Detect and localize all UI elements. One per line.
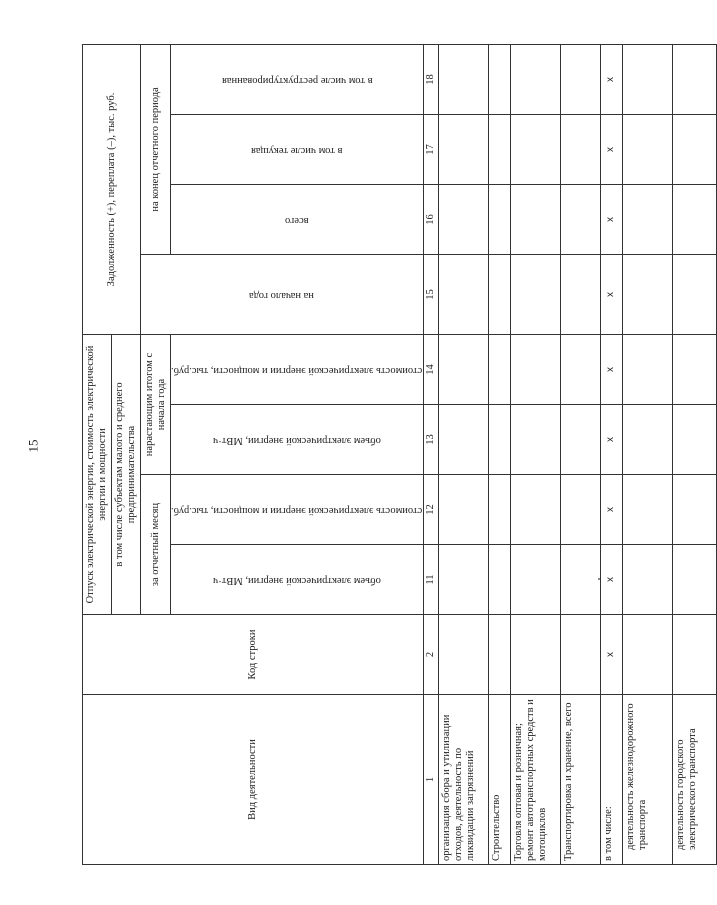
table-cell xyxy=(488,545,510,615)
header-restructured: в том числе реструктурированная xyxy=(171,44,423,114)
column-number: 14 xyxy=(423,335,438,405)
table-cell xyxy=(672,115,716,185)
table-cell: x xyxy=(600,44,622,114)
header-total: всего xyxy=(171,185,423,255)
table-cell xyxy=(622,475,672,545)
column-number: 17 xyxy=(423,115,438,185)
table-cell xyxy=(560,185,600,255)
table-cell xyxy=(438,545,488,615)
table-cell xyxy=(488,185,510,255)
table-cell xyxy=(672,475,716,545)
table-cell xyxy=(488,475,510,545)
header-current: в том числе текущая xyxy=(171,115,423,185)
column-number: 12 xyxy=(423,475,438,545)
table-cell xyxy=(622,545,672,615)
table-cell xyxy=(672,615,716,695)
table-cell xyxy=(560,44,600,114)
page-number: 15 xyxy=(25,439,41,453)
header-sme-group: в том числе субъектам малого и среднего предпринимательства xyxy=(112,335,141,615)
table-cell xyxy=(510,185,560,255)
header-cost-month: стоимость электрической энергии и мощности, тыс.руб. xyxy=(171,475,423,545)
table-cell xyxy=(672,335,716,405)
header-month: за отчетный месяц xyxy=(141,475,171,615)
table-cell xyxy=(438,615,488,695)
table-cell xyxy=(560,255,600,335)
table-cell xyxy=(622,115,672,185)
table-cell xyxy=(510,405,560,475)
table-cell xyxy=(510,44,560,114)
table-cell xyxy=(438,255,488,335)
header-start-year: на начало года xyxy=(141,255,423,335)
table-cell xyxy=(560,615,600,695)
table-cell xyxy=(560,405,600,475)
row-activity: Транспортировка и хранение, всего xyxy=(560,695,600,865)
column-number: 13 xyxy=(423,405,438,475)
column-number: 11 xyxy=(423,545,438,615)
table-cell xyxy=(488,615,510,695)
table-cell xyxy=(438,405,488,475)
row-activity: в том числе: xyxy=(600,695,622,865)
table-cell: x xyxy=(600,475,622,545)
table-cell xyxy=(622,405,672,475)
table-cell xyxy=(672,185,716,255)
table-cell: x xyxy=(600,545,622,615)
table-row xyxy=(672,44,716,864)
header-activity: Вид деятельности xyxy=(83,695,424,865)
table-cell xyxy=(510,615,560,695)
table-row xyxy=(560,44,600,864)
column-numbers-row xyxy=(423,44,438,864)
table-cell xyxy=(622,335,672,405)
table-cell xyxy=(488,405,510,475)
row-activity: организация сбора и утилизации отходов, деятельность по ликвидации загрязнений xyxy=(438,695,488,865)
row-activity: Торговля оптовая и розничная; ремонт автотранспортных средств и мотоциклов xyxy=(510,695,560,865)
header-volume-ytd: объем электрической энергии, МВт·ч xyxy=(171,405,423,475)
rotated-table-wrapper xyxy=(82,45,698,865)
table-cell xyxy=(488,255,510,335)
table-cell xyxy=(488,335,510,405)
table-cell xyxy=(510,475,560,545)
energy-report-table xyxy=(82,44,717,865)
table-row xyxy=(438,44,488,864)
table-cell xyxy=(560,335,600,405)
column-number: 18 xyxy=(423,44,438,114)
column-number: 1 xyxy=(423,695,438,865)
table-cell xyxy=(672,405,716,475)
column-number: 16 xyxy=(423,185,438,255)
table-cell: x xyxy=(600,335,622,405)
column-number: 15 xyxy=(423,255,438,335)
table-row xyxy=(488,44,510,864)
header-volume-month: объем электрической энергии, МВт·ч xyxy=(171,545,423,615)
table-cell xyxy=(438,335,488,405)
table-cell: x xyxy=(600,255,622,335)
header-release-group: Отпуск электрической энергии, стоимость электрической энергии и мощности xyxy=(83,335,112,615)
table-cell xyxy=(560,115,600,185)
table-cell xyxy=(510,335,560,405)
table-cell xyxy=(672,545,716,615)
table-cell xyxy=(488,44,510,114)
table-cell xyxy=(438,475,488,545)
header-debt-group: Задолженность (+), переплата (–), тыс. руб. xyxy=(83,44,141,334)
table-cell xyxy=(622,44,672,114)
table-cell xyxy=(622,185,672,255)
header-code: Код строки xyxy=(83,615,424,695)
table-cell: x xyxy=(600,115,622,185)
table-cell xyxy=(510,545,560,615)
table-row xyxy=(600,44,622,864)
table-cell xyxy=(560,475,600,545)
table-cell xyxy=(622,255,672,335)
table-cell xyxy=(560,545,600,615)
row-activity: Строительство xyxy=(488,695,510,865)
table-cell xyxy=(438,115,488,185)
table-cell xyxy=(510,115,560,185)
header-ytd: нарастающим итогом с начала года xyxy=(141,335,171,475)
table-cell: x xyxy=(600,615,622,695)
table-cell: x xyxy=(600,405,622,475)
table-row xyxy=(510,44,560,864)
table-cell xyxy=(438,185,488,255)
header-end-period: на конец отчетного периода xyxy=(141,44,171,254)
header-cost-ytd: стоимость электрической энергии и мощности, тыс.руб. xyxy=(171,335,423,405)
table-cell xyxy=(510,255,560,335)
table-cell: x xyxy=(600,185,622,255)
row-activity: деятельность городского электрического транспорта xyxy=(672,695,716,865)
table-cell xyxy=(672,255,716,335)
table-cell xyxy=(672,44,716,114)
column-number: 2 xyxy=(423,615,438,695)
row-activity: деятельность железнодорожного транспорта xyxy=(622,695,672,865)
table-cell xyxy=(622,615,672,695)
table-cell xyxy=(488,115,510,185)
table-row xyxy=(622,44,672,864)
table-cell xyxy=(438,44,488,114)
